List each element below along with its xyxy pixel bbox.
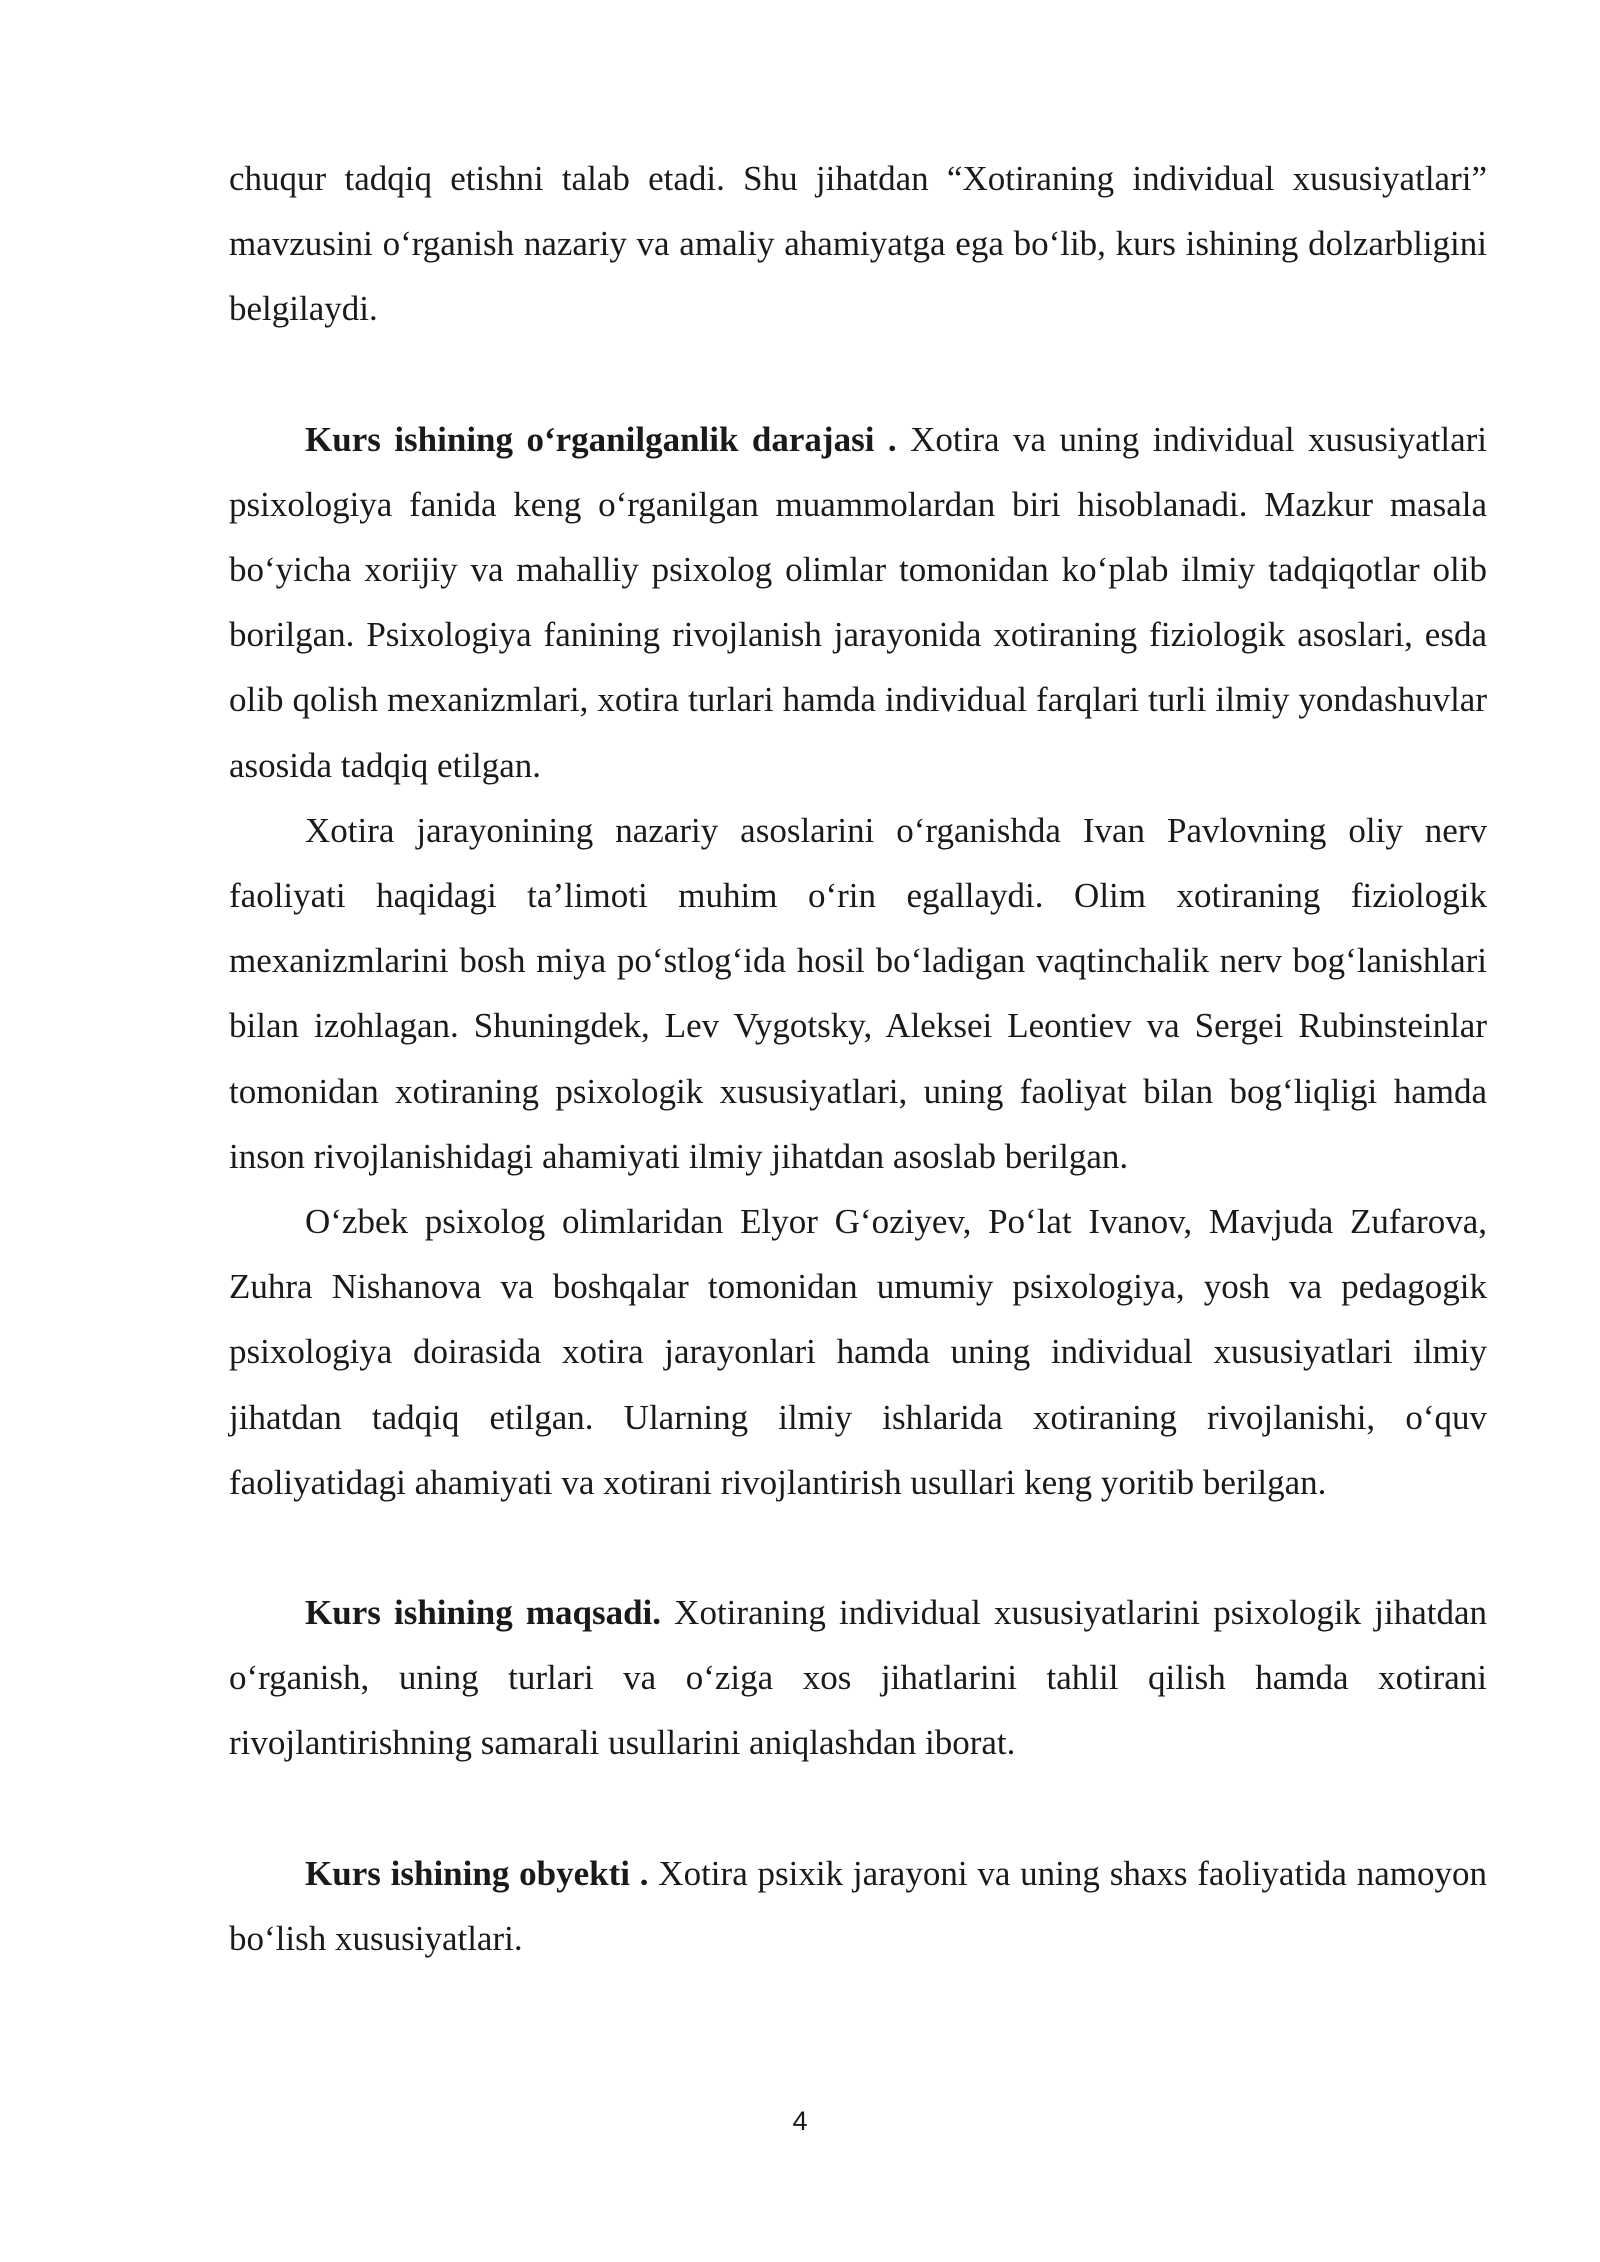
section-heading-object: Kurs ishining obyekti .: [305, 1853, 649, 1893]
section-heading-study-level: Kurs ishining oʻrganilganlik darajasi .: [305, 419, 897, 459]
paragraph-text: chuqur tadqiq etishni talab etadi. Shu jihatdan “Xotiraning individual xususiyatlari” mavzusini oʻrganish nazariy va amaliy ahamiyatga ega boʻlib, kurs ishining dolzarbligini belgilaydi.: [229, 159, 1487, 329]
section-heading-goal: Kurs ishining maqsadi.: [305, 1593, 662, 1633]
page-body: [229, 146, 1487, 1971]
paragraph-theoretical-foundations: [229, 798, 1487, 1189]
paragraph-text: Oʻzbek psixolog olimlaridan Elyor Gʻoziyev, Poʻlat Ivanov, Mavjuda Zufarova, Zuhra Nishanova va boshqalar tomonidan umumiy psixologiya, yosh va pedagogik psixologiya doirasida xotira jarayonlari hamda uning individual xususiyatlari ilmiy jihatdan tadqiq etilgan. Ularning ilmiy ishlarida xotiraning rivojlanishi, oʻquv faoliyatidagi ahamiyati va xotirani rivojlantirish usullari keng yoritib berilgan.: [229, 1202, 1487, 1502]
paragraph-text: Xotira psixik jarayoni va uning shaxs faoliyatida namoyon boʻlish xususiyatlari.: [229, 1853, 1487, 1958]
paragraph-uzbek-scholars: [229, 1189, 1487, 1515]
paragraph-text: Xotira jarayonining nazariy asoslarini oʻrganishda Ivan Pavlovning oliy nerv faoliyati haqidagi ta’limoti muhim oʻrin egallaydi. Olim xotiraning fiziologik mexanizmlarini bosh miya poʻstlogʻida hosil boʻladigan vaqtinchalik nerv bogʻlanishlari bilan izohlagan. Shuningdek, Lev Vygotsky, Aleksei Leontiev va Sergei Rubinsteinlar tomonidan xotiraning psixologik xususiyatlari, uning faoliyat bilan bogʻliqligi hamda inson rivojlanishidagi ahamiyati ilmiy jihatdan asoslab berilgan.: [229, 810, 1487, 1176]
paragraph-study-level: [229, 407, 1487, 798]
paragraph-course-object: [229, 1841, 1487, 1971]
paragraph-text: Xotira va uning individual xususiyatlari psixologiya fanida keng oʻrganilgan muammolardan biri hisoblanadi. Mazkur masala boʻyicha xorijiy va mahalliy psixolog olimlar tomonidan koʻplab ilmiy tadqiqotlar olib borilgan. Psixologiya fanining rivojlanish jarayonida xotiraning fiziologik asoslari, esda olib qolish mexanizmlari, xotira turlari hamda individual farqlari turli ilmiy yondashuvlar asosida tadqiq etilgan.: [229, 419, 1487, 785]
paragraph-course-goal: [229, 1580, 1487, 1776]
page-number: 4: [792, 2106, 808, 2136]
paragraph-relevance-continued: [229, 146, 1487, 342]
paragraph-text: Xotiraning individual xususiyatlarini psixologik jihatdan oʻrganish, uning turlari va oʻziga xos jihatlarini tahlil qilish hamda xotirani rivojlantirishning samarali usullarini aniqlashdan iborat.: [229, 1593, 1487, 1763]
